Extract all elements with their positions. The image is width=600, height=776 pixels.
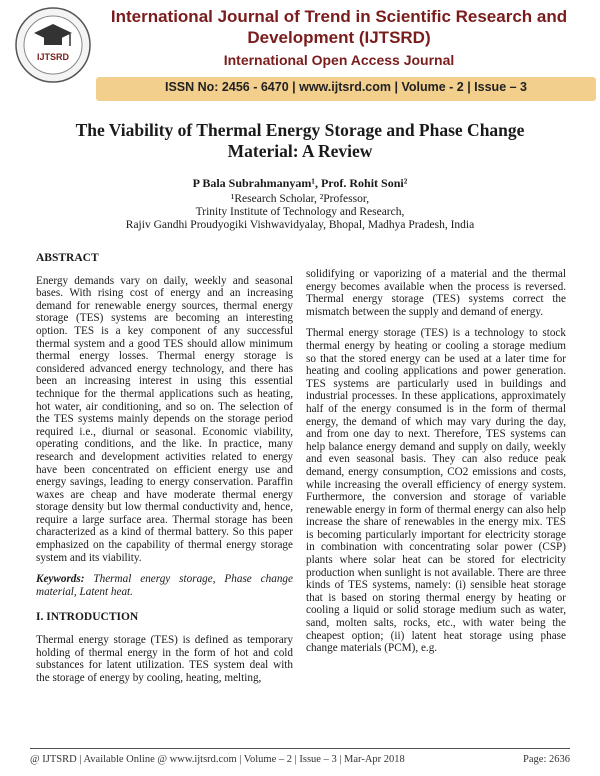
footer-journal-info: @ IJTSRD | Available Online @ www.ijtsrd.com | Volume – 2 | Issue – 3 | Mar-Apr 2018 xyxy=(30,754,405,765)
keywords-label: Keywords: xyxy=(36,573,85,586)
introduction-text: Thermal energy storage (TES) is defined as temporary holding of thermal energy in the form of hot and cold substances for latent utilization. TES system deal with the storage of energy by cooling, heating, melting, xyxy=(36,634,293,684)
abstract-text: Energy demands vary on daily, weekly and seasonal bases. With rising cost of energy and an increasing demand for renewable energy sources, thermal energy storage (TES) systems are becoming an interesting option. TES is a key component of any successful thermal system and a good TES should allow minimum thermal energy losses. Thermal energy storage is considered advanced energy technology, and there has been an increasing interest in using this essential technique for the thermal applications such as heating, hot water, air conditioning, and so on. The selection of the TES systems mainly depends on the storage period required i.e., diurnal or seasonal. Economic viability, operating conditions, and the like. In practice, many research and development activities related to energy have been concentrated on efficient energy use and energy savings, leading to energy conservation. Paraffin waxes are cheap and have moderate thermal energy storage density but low thermal conductivity and, hence, require a large surface area. Thermal storage has been characterized as a kind of thermal battery. So this paper emphasized on the capability of thermal energy storage system and its viability. xyxy=(36,274,293,564)
keywords xyxy=(36,573,293,598)
affiliation-line-3: Rajiv Gandhi Proudyogiki Vishwavidyalay, Bhopal, Madhya Pradesh, India xyxy=(125,219,475,231)
journal-subtitle: International Open Access Journal xyxy=(223,52,455,68)
issn-line: ISSN No: 2456 - 6470 | www.ijtsrd.com | Volume - 2 | Issue – 3 xyxy=(164,80,527,94)
right-paragraph-1: solidifying or vaporizing of a material and the thermal energy becomes available when the process is reversed. Thermal energy storage (TES) systems correct the mismatch between the supply and demand of energy. xyxy=(306,268,566,318)
footer-divider xyxy=(30,748,570,749)
keywords-text: Thermal energy storage, Phase change material, Latent heat. xyxy=(36,573,293,598)
paper-authors: P Bala Subrahmanyam¹, Prof. Rohit Soni² xyxy=(192,176,408,190)
paper-title: The Viability of Thermal Energy Storage and Phase Change Material: A Review xyxy=(75,120,525,161)
introduction-heading: I. INTRODUCTION xyxy=(36,611,139,624)
paper-affiliation xyxy=(60,193,540,232)
page-number: Page: 2636 xyxy=(523,754,570,765)
abstract-heading: ABSTRACT xyxy=(36,252,99,264)
page-footer xyxy=(30,754,570,765)
right-paragraph-2: Thermal energy storage (TES) is a technology to stock thermal energy by heating or cooling a storage medium so that the stored energy can be used at a later time for heating and cooling applications and power generation. TES systems are particularly used in buildings and industrial processes. In these applications, approximately half of the energy consumed is in the form of thermal energy, the demand of which may vary during the day, and from one day to next. Therefore, TES systems can help balance energy demand and supply on daily, weekly and even seasonal basis. They can also reduce peak demand, energy consumption, CO2 emissions and costs, while increasing the overall efficiency of energy system. Furthermore, the conversion and storage of variable renewable energy in form of thermal energy can also help increase the share of renewables in the energy mix. TES is becoming particularly important for electricity storage in combination with concentrating solar power (CSP) plants where solar heat can be stored for electricity production when sunlight is not available. There are three kinds of TES systems, namely: (i) sensible heat storage that is based on storing thermal energy by heating or cooling a liquid or solid storage medium such as water, sand, molten salts, rocks, etc., with water being the cheapest option; (ii) latent heat storage using phase change materials (PCM), e.g. xyxy=(306,327,566,655)
right-column xyxy=(306,268,566,664)
affiliation-line-2: Trinity Institute of Technology and Research, xyxy=(195,206,405,218)
svg-text:IJTSRD: IJTSRD xyxy=(36,52,70,62)
left-column xyxy=(36,252,293,693)
affiliation-line-1: ¹Research Scholar, ²Professor, xyxy=(230,193,370,205)
journal-logo-icon xyxy=(14,6,92,84)
journal-banner xyxy=(0,0,600,103)
journal-title: International Journal of Trend in Scientific Research and Development (IJTSRD) xyxy=(110,7,568,47)
